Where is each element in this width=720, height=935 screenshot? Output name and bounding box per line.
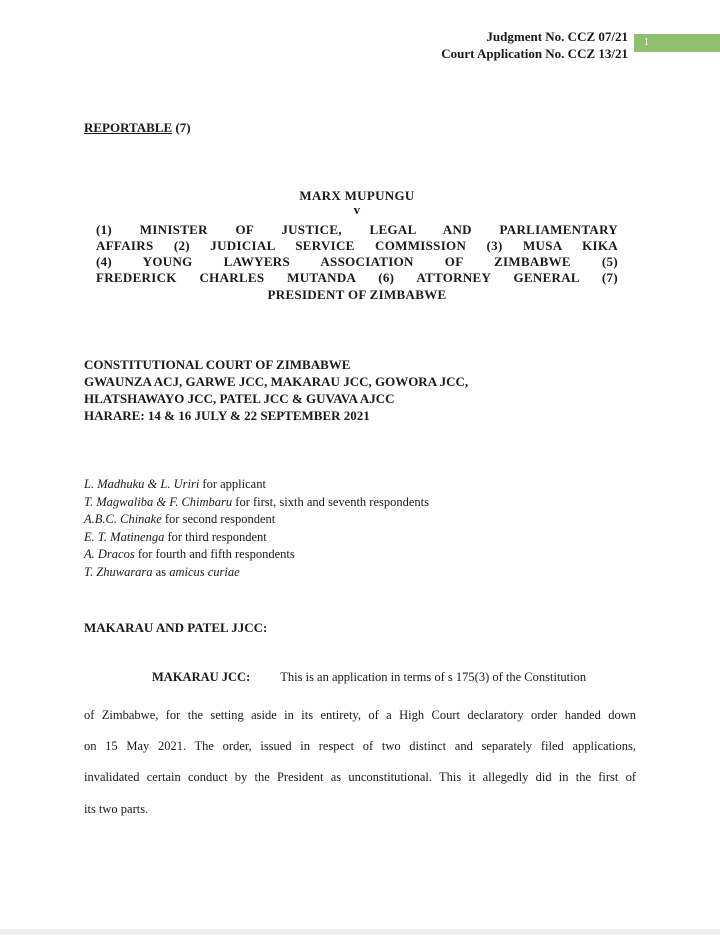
counsel-names: A.B.C. Chinake [84,512,162,526]
counsel-names: L. Madhuku & L. Uriri [84,477,200,491]
reportable-label [84,120,191,136]
judgment-number: Judgment No. CCZ 07/21 [486,29,628,44]
body-text-line: This is an application in terms of s 175(3) of the Constitution [280,670,587,684]
counsel-names: T. Zhuwarara [84,564,153,579]
counsel-entry [84,494,429,512]
versus-label: v [353,202,361,217]
counsel-entry [84,564,429,582]
respondent-line: (1) MINISTER OF JUSTICE, LEGAL AND PARLIAMENTARY [96,222,618,237]
counsel-names: A. Dracos [84,547,135,561]
body-first-line [152,670,636,685]
counsel-role: for applicant [199,477,266,491]
page-header [441,28,628,62]
respondent-line: FREDERICK CHARLES MUTANDA (6) ATTORNEY GENERAL (7) [96,270,618,285]
counsel-entry [84,529,429,547]
body-text-line: on 15 May 2021. The order, issued in respect of two distinct and separately filed applications, [84,739,636,753]
application-number: Court Application No. CCZ 13/21 [441,46,628,61]
reportable-number: (7) [172,120,191,135]
counsel-role: for third respondent [164,529,267,544]
counsel-role: for second respondent [161,512,276,526]
body-text-line: invalidated certain conduct by the President as unconstitutional. This it allegedly did in the first of [84,770,636,784]
applicant-name: MARX MUPUNGU [299,188,415,203]
judges-heading: MAKARAU AND PATEL JJCC: [84,620,268,635]
reportable-text: REPORTABLE [84,120,173,135]
counsel-role: for fourth and fifth respondents [134,547,295,561]
counsel-role-italic: amicus curiae [169,564,240,579]
counsel-entry [84,476,429,494]
bench-line: GWAUNZA ACJ, GARWE JCC, MAKARAU JCC, GOWORA JCC, [84,374,469,389]
counsel-role: as [152,564,170,579]
counsel-entry [84,511,429,529]
respondent-line: AFFAIRS (2) JUDICIAL SERVICE COMMISSION (3) MUSA KIKA [96,238,618,253]
body-text-line: of Zimbabwe, for the setting aside in its entirety, of a High Court declaratory order handed down [84,708,636,722]
hearing-dates: HARARE: 14 & 16 JULY & 22 SEPTEMBER 2021 [84,408,370,423]
counsel-role: for first, sixth and seventh respondents [232,494,430,509]
bench-line: HLATSHAWAYO JCC, PATEL JCC & GUVAVA AJCC [84,391,395,406]
counsel-names: E. T. Matinenga [84,529,165,544]
speaker-label: MAKARAU JCC: [152,670,251,684]
counsel-list [84,476,429,581]
court-details [84,356,468,424]
counsel-entry [84,546,429,564]
respondent-line: PRESIDENT OF ZIMBABWE [267,287,447,302]
body-text-line: its two parts. [84,802,149,816]
page-number-tab: 1 [634,34,720,52]
page-bottom-edge [0,929,720,935]
counsel-names: T. Magwaliba & F. Chimbaru [84,494,233,509]
court-name: CONSTITUTIONAL COURT OF ZIMBABWE [84,357,351,372]
respondent-line: (4) YOUNG LAWYERS ASSOCIATION OF ZIMBABWE (5) [96,254,618,269]
